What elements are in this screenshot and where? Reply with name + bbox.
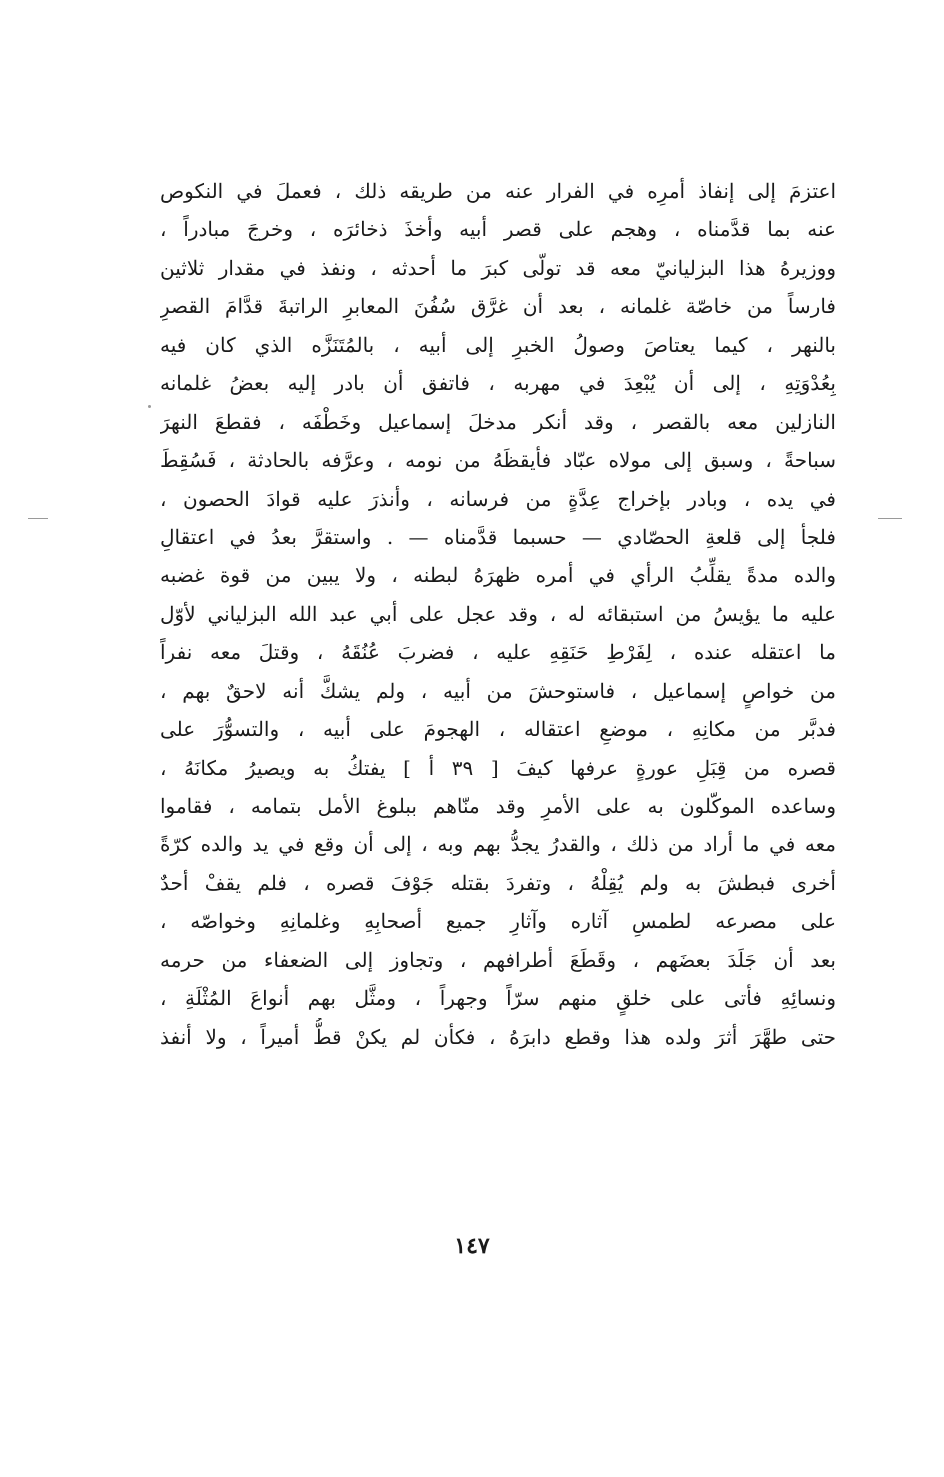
text-line: النازلين معه بالقصر ، وقد أنكر مدخلَ إسماعيل وخَطْفَه ، فقطعَ النهرَ [160,409,836,434]
text-line: اعتزمَ إلى إنفاذ أمرِه في الفرار عنه من طريقه ذلك ، فعملَ في النكوص [160,179,836,203]
text-line: قصره من قِبَلِ عورةٍ عرفها كيفَ [ ٣٩ أ ] يفتكُ به ويصيرُ مكانَهُ ، [160,755,836,780]
text-line: فلجأ إلى قلعةِ الحصّادي — حسبما قدَّمناه — . واستقرَّ بعدُ في اعتقالِ [160,524,836,549]
text-line: بِعُدْوَتِهِ ، إلى أن يُبْعِدَ في مهربه ، فاتفق أن بادر إليه بعضُ غلمانه [160,371,836,396]
page-number: ١٤٧ [454,1233,490,1259]
text-line: ووزيرهُ هذا البزليانيّ معه قد تولّى كبرَ ما أحدثه ، ونفذ في مقدار ثلاثين [160,255,836,280]
text-line: والده مدةً يقلِّبُ الرأي في أمره ظهرَهُ لبطنه ، ولا يبين من قوة غضبه [160,563,836,588]
text-line: بالنهر ، كيما يعتاصَ وصولُ الخبرِ إلى أبيه ، بالمُتَنَزَّه الذي كان فيه [160,332,836,357]
text-line: معه في ما أراد من ذلك ، والقدرُ يجدُّ بهم وبه ، إلى أن وقع في يد والده كرّةً [160,832,836,857]
text-line: فدبَّر من مكانِهِ ، موضعِ اعتقاله ، الهجومَ على أبيه ، والتسوُّرَ على [160,717,836,742]
margin-dot [148,405,151,408]
right-margin-mark [878,518,902,519]
text-line: في يده ، وبادر بإخراج عِدَّةٍ من فرسانه ، وأنذرَ عليه قوادَ الحصون ، [160,486,836,511]
text-line: وساعده الموكّلون به على الأمرِ وقد منّاهم ببلوغ الأمل بتمامه ، فقاموا [160,794,836,818]
body-text [160,172,836,1056]
text-line: ونسائِهِ فأتى على خلقٍ منهم سرّاً وجهراً ، ومثَّل بهم أنواعَ المُثْلَةِ ، [160,986,836,1011]
text-line: ما اعتقله عنده ، لِفَرْطِ حَنَقِهِ عليه ، فضربَ عُنُقَهُ ، وقتلَ معه نفراً [160,640,836,665]
left-margin-mark [28,518,48,519]
text-line: سباحةً ، وسبق إلى مولاه عبّاد فأيقظَهُ من نومه ، وعرَّفه بالحادثة ، فَسُقِطَ [160,448,836,473]
text-line: عليه ما يؤيسُ من استبقائه له ، وقد عجل على أبي عبد الله البزلياني لأوّل [160,601,836,626]
text-line: عنه بما قدَّمناه ، وهجم على قصر أبيه وأخذَ ذخائرَه ، وخرجَ مبادراً ، [160,217,836,242]
text-line: أخرى فبطشَ به ولم يُقِلْهُ ، وتفردَ بقتله جَوْفَ قصره ، فلم يقفْ أحدٌ [160,870,836,895]
text-line: على مصرعه لطمسِ آثاره وآثارِ جميع أصحابِهِ وغلمانِهِ وخواصّه ، [160,909,836,934]
text-line: من خواصٍ إسماعيل ، فاستوحشَ من أبيه ، ولم يشكَّ أنه لاحقٌ بهم ، [160,678,836,703]
text-line: فارساً من خاصّة غلمانه ، بعد أن غرَّق سُفُنَ المعابرِ الراتبةَ قدَّامَ القصرِ [160,294,836,319]
text-line: بعد أن جَلَدَ بعضَهم ، وقَطَعَ أطرافهم ، وتجاوز إلى الضعفاء من حرمه [160,947,836,972]
text-line: حتى طهَّرَ أثرَ ولده هذا وقطع دابرَهُ ، فكأن لم يكنْ قطُّ أميراً ، ولا أنفذ [160,1024,836,1049]
